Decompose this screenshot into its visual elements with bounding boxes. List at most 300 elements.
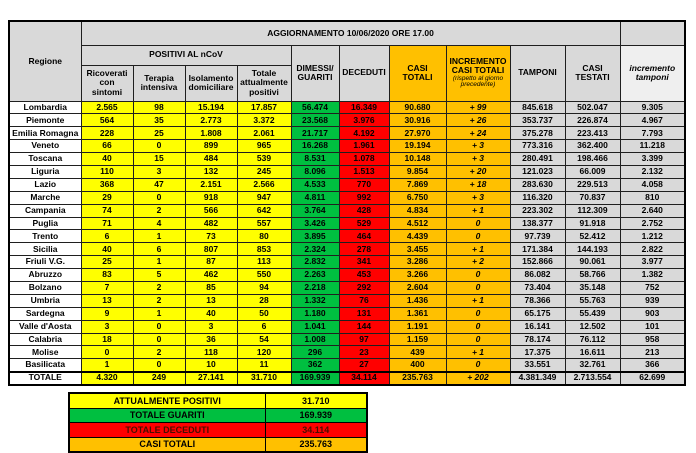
cell-deceduti: 992 [339, 191, 389, 204]
cell-incremento_casi_totali: + 3 [446, 153, 510, 166]
table-row [9, 204, 685, 217]
cell-casi_totali: 90.680 [389, 101, 446, 114]
cell-tamponi: 4.381.349 [510, 372, 565, 385]
cell-casi_testati: 198.466 [565, 153, 620, 166]
cell-incremento_tamponi: 7.793 [620, 127, 685, 140]
cell-tamponi: 171.384 [510, 243, 565, 256]
cell-isolamento_domiciliare: 899 [185, 140, 237, 153]
cell-tamponi: 121.023 [510, 165, 565, 178]
cell-incremento_tamponi: 2.822 [620, 243, 685, 256]
cell-dimessi_guariti: 1.041 [291, 320, 339, 333]
cell-tamponi: 116.320 [510, 191, 565, 204]
cell-terapia_intensiva: 2 [133, 294, 185, 307]
region-name: Abruzzo [9, 269, 81, 282]
cell-terapia_intensiva: 4 [133, 217, 185, 230]
cell-incremento_tamponi: 939 [620, 294, 685, 307]
cell-deceduti: 144 [339, 320, 389, 333]
isolamento-header: Isolamento domiciliare [185, 65, 237, 101]
cell-tamponi: 138.377 [510, 217, 565, 230]
cell-casi_totali: 1.436 [389, 294, 446, 307]
cell-totale_attualmente_positivi: 50 [237, 307, 291, 320]
cell-ricoverati_con_sintomi: 0 [81, 346, 133, 359]
cell-totale_attualmente_positivi: 120 [237, 346, 291, 359]
cell-dimessi_guariti: 4.811 [291, 191, 339, 204]
summary-label: TOTALE GUARITI [69, 408, 265, 423]
table-row [9, 140, 685, 153]
cell-ricoverati_con_sintomi: 25 [81, 256, 133, 269]
cell-incremento_tamponi: 2.640 [620, 204, 685, 217]
table-row [9, 346, 685, 359]
cell-totale_attualmente_positivi: 11 [237, 359, 291, 372]
cell-incremento_tamponi: 752 [620, 281, 685, 294]
cell-tamponi: 845.618 [510, 101, 565, 114]
table-row [9, 256, 685, 269]
table-row [9, 243, 685, 256]
cell-terapia_intensiva: 1 [133, 256, 185, 269]
region-name: Veneto [9, 140, 81, 153]
group-header-row [9, 45, 685, 65]
cell-deceduti: 1.513 [339, 165, 389, 178]
cell-incremento_tamponi: 958 [620, 333, 685, 346]
cell-terapia_intensiva: 2 [133, 281, 185, 294]
cell-deceduti: 278 [339, 243, 389, 256]
cell-isolamento_domiciliare: 2.773 [185, 114, 237, 127]
cell-dimessi_guariti: 2.324 [291, 243, 339, 256]
cell-deceduti: 23 [339, 346, 389, 359]
cell-isolamento_domiciliare: 566 [185, 204, 237, 217]
cell-ricoverati_con_sintomi: 228 [81, 127, 133, 140]
region-name: Friuli V.G. [9, 256, 81, 269]
cell-tamponi: 78.366 [510, 294, 565, 307]
cell-tamponi: 223.302 [510, 204, 565, 217]
region-name: Piemonte [9, 114, 81, 127]
summary-value: 31.710 [265, 393, 367, 408]
cell-isolamento_domiciliare: 85 [185, 281, 237, 294]
cell-incremento_tamponi: 810 [620, 191, 685, 204]
cell-tamponi: 78.174 [510, 333, 565, 346]
table-row [9, 230, 685, 243]
cell-incremento_casi_totali: + 20 [446, 165, 510, 178]
deceduti-header: DECEDUTI [339, 45, 389, 101]
cell-totale_attualmente_positivi: 2.566 [237, 178, 291, 191]
table-row [9, 153, 685, 166]
table-row [9, 217, 685, 230]
cell-incremento_casi_totali: 0 [446, 230, 510, 243]
incremento-tamponi-header: incremento tamponi [620, 45, 685, 101]
cell-tamponi: 17.375 [510, 346, 565, 359]
cell-ricoverati_con_sintomi: 13 [81, 294, 133, 307]
summary-row-totale-deceduti [69, 423, 367, 438]
cell-isolamento_domiciliare: 462 [185, 269, 237, 282]
table-row [9, 127, 685, 140]
cell-isolamento_domiciliare: 10 [185, 359, 237, 372]
cell-tamponi: 375.278 [510, 127, 565, 140]
cell-incremento_casi_totali: + 202 [446, 372, 510, 385]
cell-incremento_tamponi: 1.382 [620, 269, 685, 282]
cell-casi_testati: 223.413 [565, 127, 620, 140]
summary-row-casi-totali [69, 437, 367, 452]
table-row [9, 101, 685, 114]
cell-casi_testati: 112.309 [565, 204, 620, 217]
cell-casi_testati: 70.837 [565, 191, 620, 204]
cell-totale_attualmente_positivi: 853 [237, 243, 291, 256]
cell-ricoverati_con_sintomi: 7 [81, 281, 133, 294]
cell-ricoverati_con_sintomi: 74 [81, 204, 133, 217]
cell-deceduti: 34.114 [339, 372, 389, 385]
cell-incremento_casi_totali: 0 [446, 307, 510, 320]
cell-casi_totali: 4.439 [389, 230, 446, 243]
table-row [9, 191, 685, 204]
cell-totale_attualmente_positivi: 28 [237, 294, 291, 307]
cell-deceduti: 1.078 [339, 153, 389, 166]
cell-ricoverati_con_sintomi: 368 [81, 178, 133, 191]
cell-ricoverati_con_sintomi: 110 [81, 165, 133, 178]
cell-isolamento_domiciliare: 15.194 [185, 101, 237, 114]
tamponi-header: TAMPONI [510, 45, 565, 101]
cell-incremento_tamponi: 366 [620, 359, 685, 372]
cell-casi_testati: 16.611 [565, 346, 620, 359]
region-name: Lazio [9, 178, 81, 191]
totale-label: TOTALE [9, 372, 81, 385]
cell-tamponi: 73.404 [510, 281, 565, 294]
region-name: Molise [9, 346, 81, 359]
table-row [9, 281, 685, 294]
cell-incremento_tamponi: 4.967 [620, 114, 685, 127]
table-row [9, 307, 685, 320]
cell-ricoverati_con_sintomi: 1 [81, 359, 133, 372]
cell-totale_attualmente_positivi: 54 [237, 333, 291, 346]
cell-incremento_casi_totali: + 3 [446, 191, 510, 204]
cell-incremento_casi_totali: + 99 [446, 101, 510, 114]
cell-isolamento_domiciliare: 118 [185, 346, 237, 359]
cell-totale_attualmente_positivi: 31.710 [237, 372, 291, 385]
cell-casi_testati: 32.761 [565, 359, 620, 372]
cell-casi_testati: 52.412 [565, 230, 620, 243]
cell-dimessi_guariti: 8.531 [291, 153, 339, 166]
cell-terapia_intensiva: 25 [133, 127, 185, 140]
cell-ricoverati_con_sintomi: 3 [81, 320, 133, 333]
table-row [9, 178, 685, 191]
summary-value: 235.763 [265, 437, 367, 452]
cell-incremento_tamponi: 101 [620, 320, 685, 333]
cell-isolamento_domiciliare: 73 [185, 230, 237, 243]
cell-casi_testati: 66.009 [565, 165, 620, 178]
cell-deceduti: 131 [339, 307, 389, 320]
table-row [9, 165, 685, 178]
cell-incremento_casi_totali: + 18 [446, 178, 510, 191]
cell-casi_totali: 30.916 [389, 114, 446, 127]
cell-casi_totali: 1.361 [389, 307, 446, 320]
cell-casi_totali: 9.854 [389, 165, 446, 178]
cell-totale_attualmente_positivi: 80 [237, 230, 291, 243]
cell-casi_testati: 502.047 [565, 101, 620, 114]
cell-incremento_tamponi: 62.699 [620, 372, 685, 385]
cell-deceduti: 16.349 [339, 101, 389, 114]
cell-totale_attualmente_positivi: 947 [237, 191, 291, 204]
cell-deceduti: 770 [339, 178, 389, 191]
cell-incremento_tamponi: 2.132 [620, 165, 685, 178]
cell-terapia_intensiva: 0 [133, 320, 185, 333]
cell-totale_attualmente_positivi: 94 [237, 281, 291, 294]
corner-cell [620, 21, 685, 45]
cell-incremento_tamponi: 11.218 [620, 140, 685, 153]
summary-label: TOTALE DECEDUTI [69, 423, 265, 438]
cell-ricoverati_con_sintomi: 71 [81, 217, 133, 230]
cell-terapia_intensiva: 0 [133, 140, 185, 153]
cell-casi_totali: 10.148 [389, 153, 446, 166]
cell-casi_totali: 27.970 [389, 127, 446, 140]
cell-casi_totali: 2.604 [389, 281, 446, 294]
cell-tamponi: 152.866 [510, 256, 565, 269]
cell-terapia_intensiva: 249 [133, 372, 185, 385]
cell-dimessi_guariti: 1.332 [291, 294, 339, 307]
cell-incremento_casi_totali: + 1 [446, 294, 510, 307]
casi-totali-header: CASI TOTALI [389, 45, 446, 101]
cell-dimessi_guariti: 21.717 [291, 127, 339, 140]
incremento-casi-header [446, 45, 510, 101]
region-name: Calabria [9, 333, 81, 346]
totale-positivi-header: Totale attualmente positivi [237, 65, 291, 101]
casi-testati-header: CASI TESTATI [565, 45, 620, 101]
cell-terapia_intensiva: 1 [133, 230, 185, 243]
table-body [9, 101, 685, 385]
cell-isolamento_domiciliare: 807 [185, 243, 237, 256]
region-name: Sicilia [9, 243, 81, 256]
region-name: Umbria [9, 294, 81, 307]
region-name: Valle d'Aosta [9, 320, 81, 333]
cell-deceduti: 3.976 [339, 114, 389, 127]
cell-casi_testati: 58.766 [565, 269, 620, 282]
cell-casi_testati: 90.061 [565, 256, 620, 269]
cell-isolamento_domiciliare: 918 [185, 191, 237, 204]
positivi-group-header: POSITIVI AL nCoV [81, 45, 291, 65]
cell-ricoverati_con_sintomi: 564 [81, 114, 133, 127]
cell-casi_testati: 35.148 [565, 281, 620, 294]
cell-totale_attualmente_positivi: 642 [237, 204, 291, 217]
cell-incremento_casi_totali: + 2 [446, 256, 510, 269]
incremento-casi-label: INCREMENTO CASI TOTALI [449, 55, 507, 76]
cell-tamponi: 65.175 [510, 307, 565, 320]
cell-isolamento_domiciliare: 36 [185, 333, 237, 346]
cell-casi_totali: 439 [389, 346, 446, 359]
cell-incremento_casi_totali: 0 [446, 359, 510, 372]
covid-data-table [8, 20, 686, 386]
terapia-intensiva-header: Terapia intensiva [133, 65, 185, 101]
cell-deceduti: 453 [339, 269, 389, 282]
cell-totale_attualmente_positivi: 2.061 [237, 127, 291, 140]
cell-ricoverati_con_sintomi: 9 [81, 307, 133, 320]
cell-totale_attualmente_positivi: 3.372 [237, 114, 291, 127]
cell-tamponi: 97.739 [510, 230, 565, 243]
totale-row [9, 372, 685, 385]
cell-casi_totali: 1.159 [389, 333, 446, 346]
cell-casi_totali: 4.834 [389, 204, 446, 217]
cell-incremento_casi_totali: + 24 [446, 127, 510, 140]
cell-ricoverati_con_sintomi: 2.565 [81, 101, 133, 114]
cell-casi_testati: 229.513 [565, 178, 620, 191]
cell-terapia_intensiva: 0 [133, 359, 185, 372]
cell-deceduti: 27 [339, 359, 389, 372]
cell-casi_totali: 4.512 [389, 217, 446, 230]
cell-totale_attualmente_positivi: 17.857 [237, 101, 291, 114]
cell-incremento_casi_totali: 0 [446, 333, 510, 346]
title-row [9, 21, 685, 45]
cell-dimessi_guariti: 23.568 [291, 114, 339, 127]
cell-tamponi: 773.316 [510, 140, 565, 153]
region-name: Basilicata [9, 359, 81, 372]
cell-totale_attualmente_positivi: 6 [237, 320, 291, 333]
cell-totale_attualmente_positivi: 557 [237, 217, 291, 230]
cell-incremento_tamponi: 3.399 [620, 153, 685, 166]
cell-isolamento_domiciliare: 484 [185, 153, 237, 166]
summary-table [68, 392, 368, 453]
cell-dimessi_guariti: 3.764 [291, 204, 339, 217]
cell-terapia_intensiva: 47 [133, 178, 185, 191]
cell-ricoverati_con_sintomi: 4.320 [81, 372, 133, 385]
cell-dimessi_guariti: 8.096 [291, 165, 339, 178]
cell-dimessi_guariti: 1.008 [291, 333, 339, 346]
cell-totale_attualmente_positivi: 245 [237, 165, 291, 178]
cell-incremento_casi_totali: + 3 [446, 140, 510, 153]
cell-ricoverati_con_sintomi: 66 [81, 140, 133, 153]
cell-casi_totali: 19.194 [389, 140, 446, 153]
table-row [9, 333, 685, 346]
cell-dimessi_guariti: 56.474 [291, 101, 339, 114]
cell-incremento_casi_totali: + 26 [446, 114, 510, 127]
cell-isolamento_domiciliare: 132 [185, 165, 237, 178]
region-name: Toscana [9, 153, 81, 166]
cell-casi_testati: 55.763 [565, 294, 620, 307]
cell-incremento_tamponi: 213 [620, 346, 685, 359]
cell-ricoverati_con_sintomi: 18 [81, 333, 133, 346]
cell-terapia_intensiva: 0 [133, 191, 185, 204]
cell-casi_totali: 1.191 [389, 320, 446, 333]
ricoverati-header: Ricoverati con sintomi [81, 65, 133, 101]
cell-incremento_tamponi: 9.305 [620, 101, 685, 114]
cell-isolamento_domiciliare: 27.141 [185, 372, 237, 385]
cell-deceduti: 4.192 [339, 127, 389, 140]
cell-terapia_intensiva: 98 [133, 101, 185, 114]
summary-value: 169.939 [265, 408, 367, 423]
cell-terapia_intensiva: 0 [133, 333, 185, 346]
table-row [9, 320, 685, 333]
cell-ricoverati_con_sintomi: 40 [81, 243, 133, 256]
cell-casi_testati: 226.874 [565, 114, 620, 127]
summary-row-attualmente-positivi [69, 393, 367, 408]
cell-deceduti: 464 [339, 230, 389, 243]
cell-dimessi_guariti: 296 [291, 346, 339, 359]
incremento-casi-note: (rispetto al giorno precedente) [452, 74, 504, 89]
cell-deceduti: 76 [339, 294, 389, 307]
cell-incremento_casi_totali: 0 [446, 217, 510, 230]
cell-incremento_tamponi: 4.058 [620, 178, 685, 191]
cell-isolamento_domiciliare: 13 [185, 294, 237, 307]
cell-terapia_intensiva: 6 [133, 243, 185, 256]
summary-row-totale-guariti [69, 408, 367, 423]
cell-incremento_tamponi: 2.752 [620, 217, 685, 230]
dimessi-guariti-header: DIMESSI/ GUARITI [291, 45, 339, 101]
cell-ricoverati_con_sintomi: 29 [81, 191, 133, 204]
cell-incremento_casi_totali: 0 [446, 320, 510, 333]
cell-dimessi_guariti: 2.832 [291, 256, 339, 269]
cell-casi_testati: 55.439 [565, 307, 620, 320]
cell-dimessi_guariti: 169.939 [291, 372, 339, 385]
cell-casi_testati: 362.400 [565, 140, 620, 153]
regione-column-header: Regione [9, 21, 81, 101]
cell-casi_totali: 6.750 [389, 191, 446, 204]
cell-casi_totali: 3.455 [389, 243, 446, 256]
cell-incremento_tamponi: 903 [620, 307, 685, 320]
cell-totale_attualmente_positivi: 550 [237, 269, 291, 282]
cell-ricoverati_con_sintomi: 6 [81, 230, 133, 243]
cell-tamponi: 16.141 [510, 320, 565, 333]
cell-incremento_tamponi: 3.977 [620, 256, 685, 269]
cell-dimessi_guariti: 2.218 [291, 281, 339, 294]
table-row [9, 294, 685, 307]
cell-terapia_intensiva: 5 [133, 269, 185, 282]
cell-deceduti: 341 [339, 256, 389, 269]
cell-terapia_intensiva: 35 [133, 114, 185, 127]
cell-terapia_intensiva: 2 [133, 346, 185, 359]
cell-terapia_intensiva: 1 [133, 307, 185, 320]
region-name: Sardegna [9, 307, 81, 320]
region-name: Trento [9, 230, 81, 243]
cell-dimessi_guariti: 1.180 [291, 307, 339, 320]
table-row [9, 359, 685, 372]
summary-value: 34.114 [265, 423, 367, 438]
cell-incremento_casi_totali: + 1 [446, 204, 510, 217]
cell-ricoverati_con_sintomi: 83 [81, 269, 133, 282]
region-name: Puglia [9, 217, 81, 230]
cell-tamponi: 33.551 [510, 359, 565, 372]
summary-label: CASI TOTALI [69, 437, 265, 452]
cell-casi_testati: 76.112 [565, 333, 620, 346]
cell-casi_totali: 3.266 [389, 269, 446, 282]
cell-casi_totali: 400 [389, 359, 446, 372]
summary-label: ATTUALMENTE POSITIVI [69, 393, 265, 408]
table-row [9, 269, 685, 282]
cell-dimessi_guariti: 362 [291, 359, 339, 372]
cell-isolamento_domiciliare: 482 [185, 217, 237, 230]
cell-casi_testati: 2.713.554 [565, 372, 620, 385]
cell-casi_testati: 144.193 [565, 243, 620, 256]
cell-totale_attualmente_positivi: 965 [237, 140, 291, 153]
region-name: Campania [9, 204, 81, 217]
cell-dimessi_guariti: 2.263 [291, 269, 339, 282]
cell-casi_testati: 12.502 [565, 320, 620, 333]
cell-dimessi_guariti: 3.895 [291, 230, 339, 243]
cell-ricoverati_con_sintomi: 40 [81, 153, 133, 166]
cell-isolamento_domiciliare: 3 [185, 320, 237, 333]
cell-terapia_intensiva: 3 [133, 165, 185, 178]
cell-incremento_casi_totali: 0 [446, 281, 510, 294]
cell-deceduti: 529 [339, 217, 389, 230]
cell-incremento_casi_totali: + 1 [446, 346, 510, 359]
cell-incremento_casi_totali: 0 [446, 269, 510, 282]
cell-deceduti: 97 [339, 333, 389, 346]
cell-incremento_casi_totali: + 1 [446, 243, 510, 256]
cell-terapia_intensiva: 15 [133, 153, 185, 166]
cell-dimessi_guariti: 4.533 [291, 178, 339, 191]
region-name: Liguria [9, 165, 81, 178]
cell-casi_totali: 235.763 [389, 372, 446, 385]
cell-isolamento_domiciliare: 87 [185, 256, 237, 269]
region-name: Emilia Romagna [9, 127, 81, 140]
cell-isolamento_domiciliare: 2.151 [185, 178, 237, 191]
cell-totale_attualmente_positivi: 539 [237, 153, 291, 166]
cell-dimessi_guariti: 3.426 [291, 217, 339, 230]
cell-tamponi: 283.630 [510, 178, 565, 191]
